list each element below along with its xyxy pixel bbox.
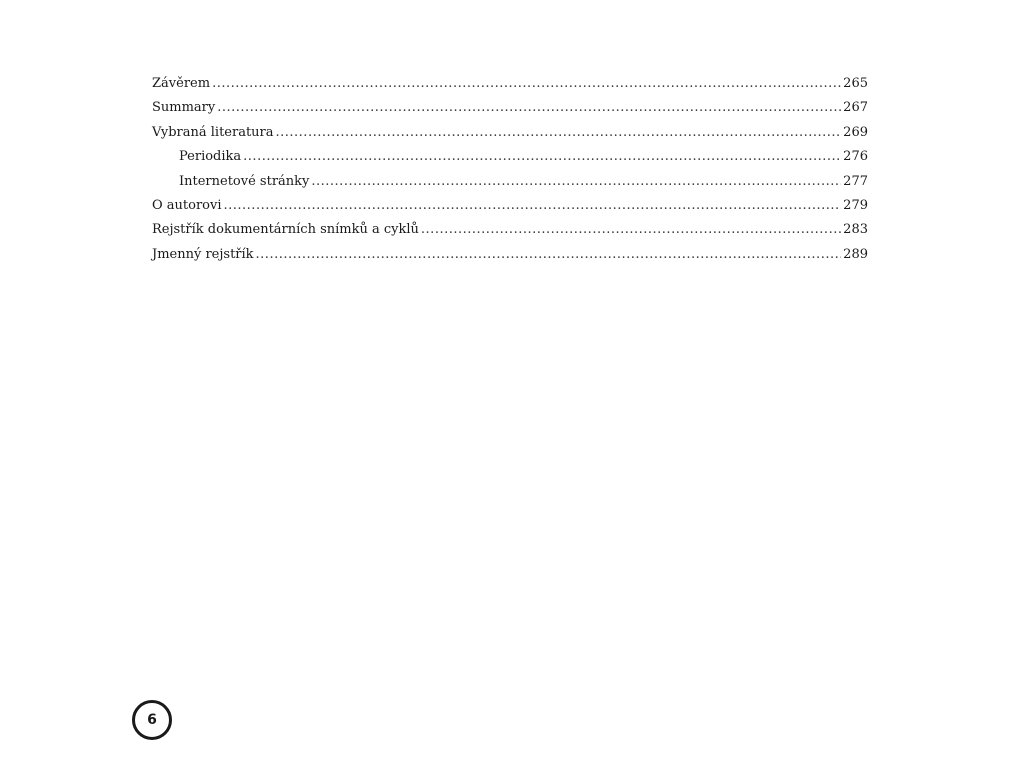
toc-leader-dots: [256, 243, 842, 267]
toc-entry[interactable]: [152, 218, 868, 242]
toc-entry-page: 276: [843, 149, 868, 165]
toc-entry-title: Rejstřík dokumentárních snímků a cyklů: [152, 222, 419, 238]
toc-leader-dots: [311, 170, 841, 194]
toc-leader-dots: [243, 145, 841, 169]
toc-entry-title: Závěrem: [152, 76, 211, 91]
toc-leader-dots: [212, 72, 841, 96]
toc-entry-page: 283: [843, 222, 868, 238]
toc-subentry[interactable]: [152, 170, 868, 194]
toc-entry-title: Jmenný rejstřík: [152, 246, 254, 262]
toc-leader-dots: [224, 194, 842, 218]
toc-entry[interactable]: [152, 243, 868, 267]
toc-entry[interactable]: [152, 121, 868, 145]
toc-subentry[interactable]: [152, 145, 868, 169]
toc-leader-dots: [217, 96, 841, 120]
toc-entry-title: O autorovi: [152, 197, 222, 213]
toc-leader-dots: [276, 121, 842, 145]
page-number-badge: [132, 700, 172, 740]
toc-entry-title: Summary: [152, 100, 216, 116]
toc-entry[interactable]: [152, 96, 868, 120]
toc-entry-title: Periodika: [179, 149, 242, 165]
toc-entry[interactable]: [152, 194, 868, 218]
toc-leader-dots: [421, 218, 841, 242]
toc-entry-page: 279: [843, 197, 868, 213]
toc-entry[interactable]: [152, 72, 868, 96]
toc-entry-title: Internetové stránky: [179, 173, 310, 189]
toc-entry-page: 269: [843, 124, 868, 140]
page-number: 6: [147, 712, 157, 728]
toc-entry-page: 289: [843, 246, 868, 262]
toc-entry-page: 277: [843, 173, 868, 189]
table-of-contents: [152, 72, 868, 267]
toc-entry-title: Vybraná literatura: [152, 124, 274, 140]
toc-entry-page: 267: [843, 100, 868, 116]
toc-entry-page: 265: [843, 76, 868, 91]
